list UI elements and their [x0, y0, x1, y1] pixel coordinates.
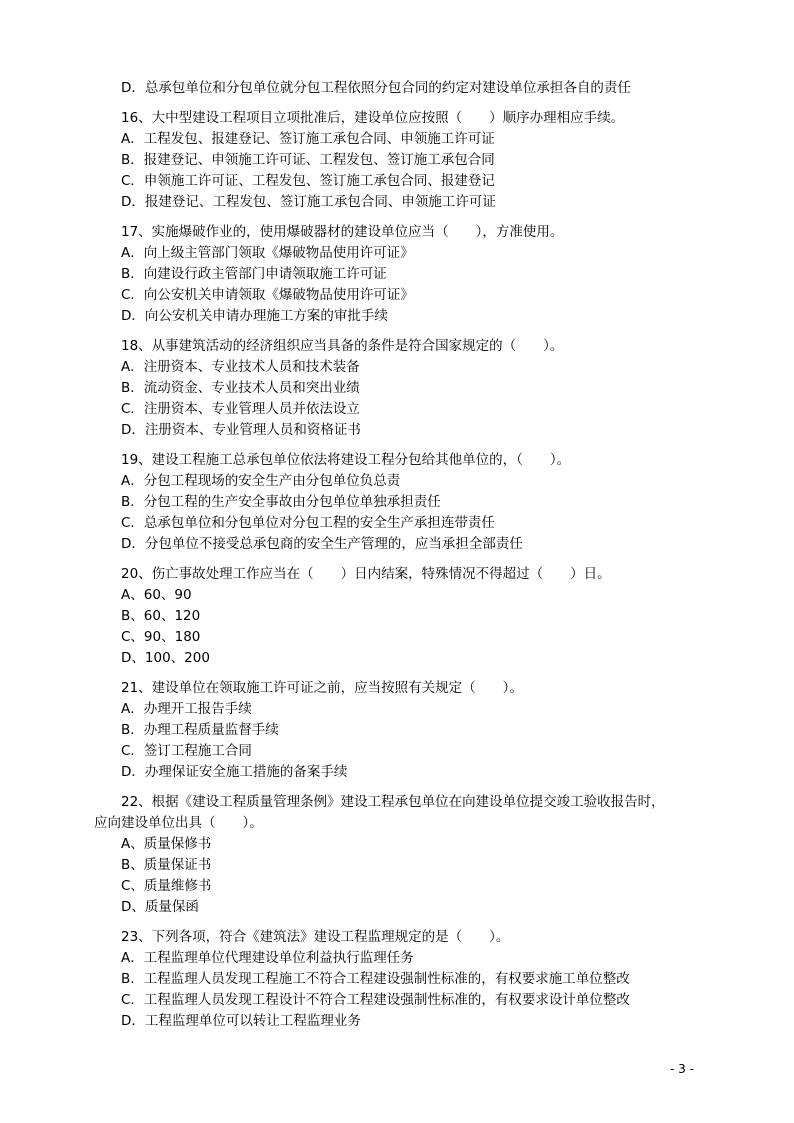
q21-stem: 21、建设单位在领取施工许可证之前，应当按照有关规定（ ）。 [121, 680, 523, 696]
q18-stem: 18、从事建筑活动的经济组织应当具备的条件是符合国家规定的（ ）。 [121, 338, 564, 354]
q21-option-c: C．签订工程施工合同 [121, 743, 252, 759]
q19-stem: 19、建设工程施工总承包单位依法将建设工程分包给其他单位的，（ ）。 [121, 452, 571, 468]
q23-option-a: A．工程监理单位代理建设单位利益执行监理任务 [121, 950, 414, 966]
q22-stem: 22、根据《建设工程质量管理条例》建设工程承包单位在向建设单位提交竣工验收报告时， [121, 794, 665, 810]
q21-option-b: B．办理工程质量监督手续 [121, 722, 279, 738]
q17-option-d: D．向公安机关申请办理施工方案的审批手续 [121, 308, 388, 324]
q22-option-d: D、质量保函 [121, 899, 199, 915]
q20-option-b: B、60、120 [121, 608, 201, 624]
q22-option-a: A、质量保修书 [121, 836, 212, 852]
q23-option-c: C．工程监理人员发现工程设计不符合工程建设强制性标准的，有权要求设计单位整改 [121, 992, 630, 1008]
q19-option-b: B．分包工程的生产安全事故由分包单位单独承担责任 [121, 494, 441, 510]
q18-option-a: A．注册资本、专业技术人员和技术装备 [121, 359, 360, 375]
q20-option-d: D、100、200 [121, 650, 210, 666]
q16-stem: 16、大中型建设工程项目立项批准后，建设单位应按照（ ）顺序办理相应手续。 [121, 110, 625, 126]
q16-option-a: A．工程发包、报建登记、签订施工承包合同、申领施工许可证 [121, 131, 495, 147]
q17-stem: 17、实施爆破作业的，使用爆破器材的建设单位应当（ ），方准使用。 [121, 224, 564, 240]
q19-option-d: D．分包单位不接受总承包商的安全生产管理的，应当承担全部责任 [121, 536, 523, 552]
q21-option-a: A．办理开工报告手续 [121, 701, 252, 717]
q19-option-a: A．分包工程现场的安全生产由分包单位负总责 [121, 473, 401, 489]
q17-option-c: C．向公安机关申请领取《爆破物品使用许可证》 [121, 287, 414, 303]
page-number: - 3 - [670, 1062, 694, 1076]
q17-option-b: B．向建设行政主管部门申请领取施工许可证 [121, 266, 387, 282]
q21-option-d: D．办理保证安全施工措施的备案手续 [121, 764, 348, 780]
q23-option-d: D．工程监理单位可以转让工程监理业务 [121, 1013, 361, 1029]
q20-option-a: A、60、90 [121, 587, 192, 603]
q18-option-d: D．注册资本、专业管理人员和资格证书 [121, 422, 361, 438]
q19-option-c: C．总承包单位和分包单位对分包工程的安全生产承担连带责任 [121, 515, 495, 531]
q20-option-c: C、90、180 [121, 629, 201, 645]
page-content [94, 78, 681, 1032]
q18-option-c: C．注册资本、专业管理人员并依法设立 [121, 401, 360, 417]
q15-option-d: D．总承包单位和分包单位就分包工程依照分包合同的约定对建设单位承担各自的责任 [121, 80, 631, 96]
q16-option-b: B．报建登记、申领施工许可证、工程发包、签订施工承包合同 [121, 152, 495, 168]
q22-option-b: B、质量保证书 [121, 857, 212, 873]
q17-option-a: A．向上级主管部门领取《爆破物品使用许可证》 [121, 245, 414, 261]
q16-option-c: C．申领施工许可证、工程发包、签订施工承包合同、报建登记 [121, 173, 495, 189]
q22-stem-continued: 应向建设单位出具（ ）。 [94, 815, 263, 831]
q20-stem: 20、伤亡事故处理工作应当在（ ）日内结案，特殊情况不得超过（ ）日。 [121, 566, 611, 582]
q23-option-b: B．工程监理人员发现工程施工不符合工程建设强制性标准的，有权要求施工单位整改 [121, 971, 630, 987]
q16-option-d: D．报建登记、工程发包、签订施工承包合同、申领施工许可证 [121, 194, 496, 210]
q18-option-b: B．流动资金、专业技术人员和突出业绩 [121, 380, 360, 396]
q23-stem: 23、下列各项，符合《建筑法》建设工程监理规定的是（ ）。 [121, 929, 510, 945]
q22-option-c: C、质量维修书 [121, 878, 212, 894]
